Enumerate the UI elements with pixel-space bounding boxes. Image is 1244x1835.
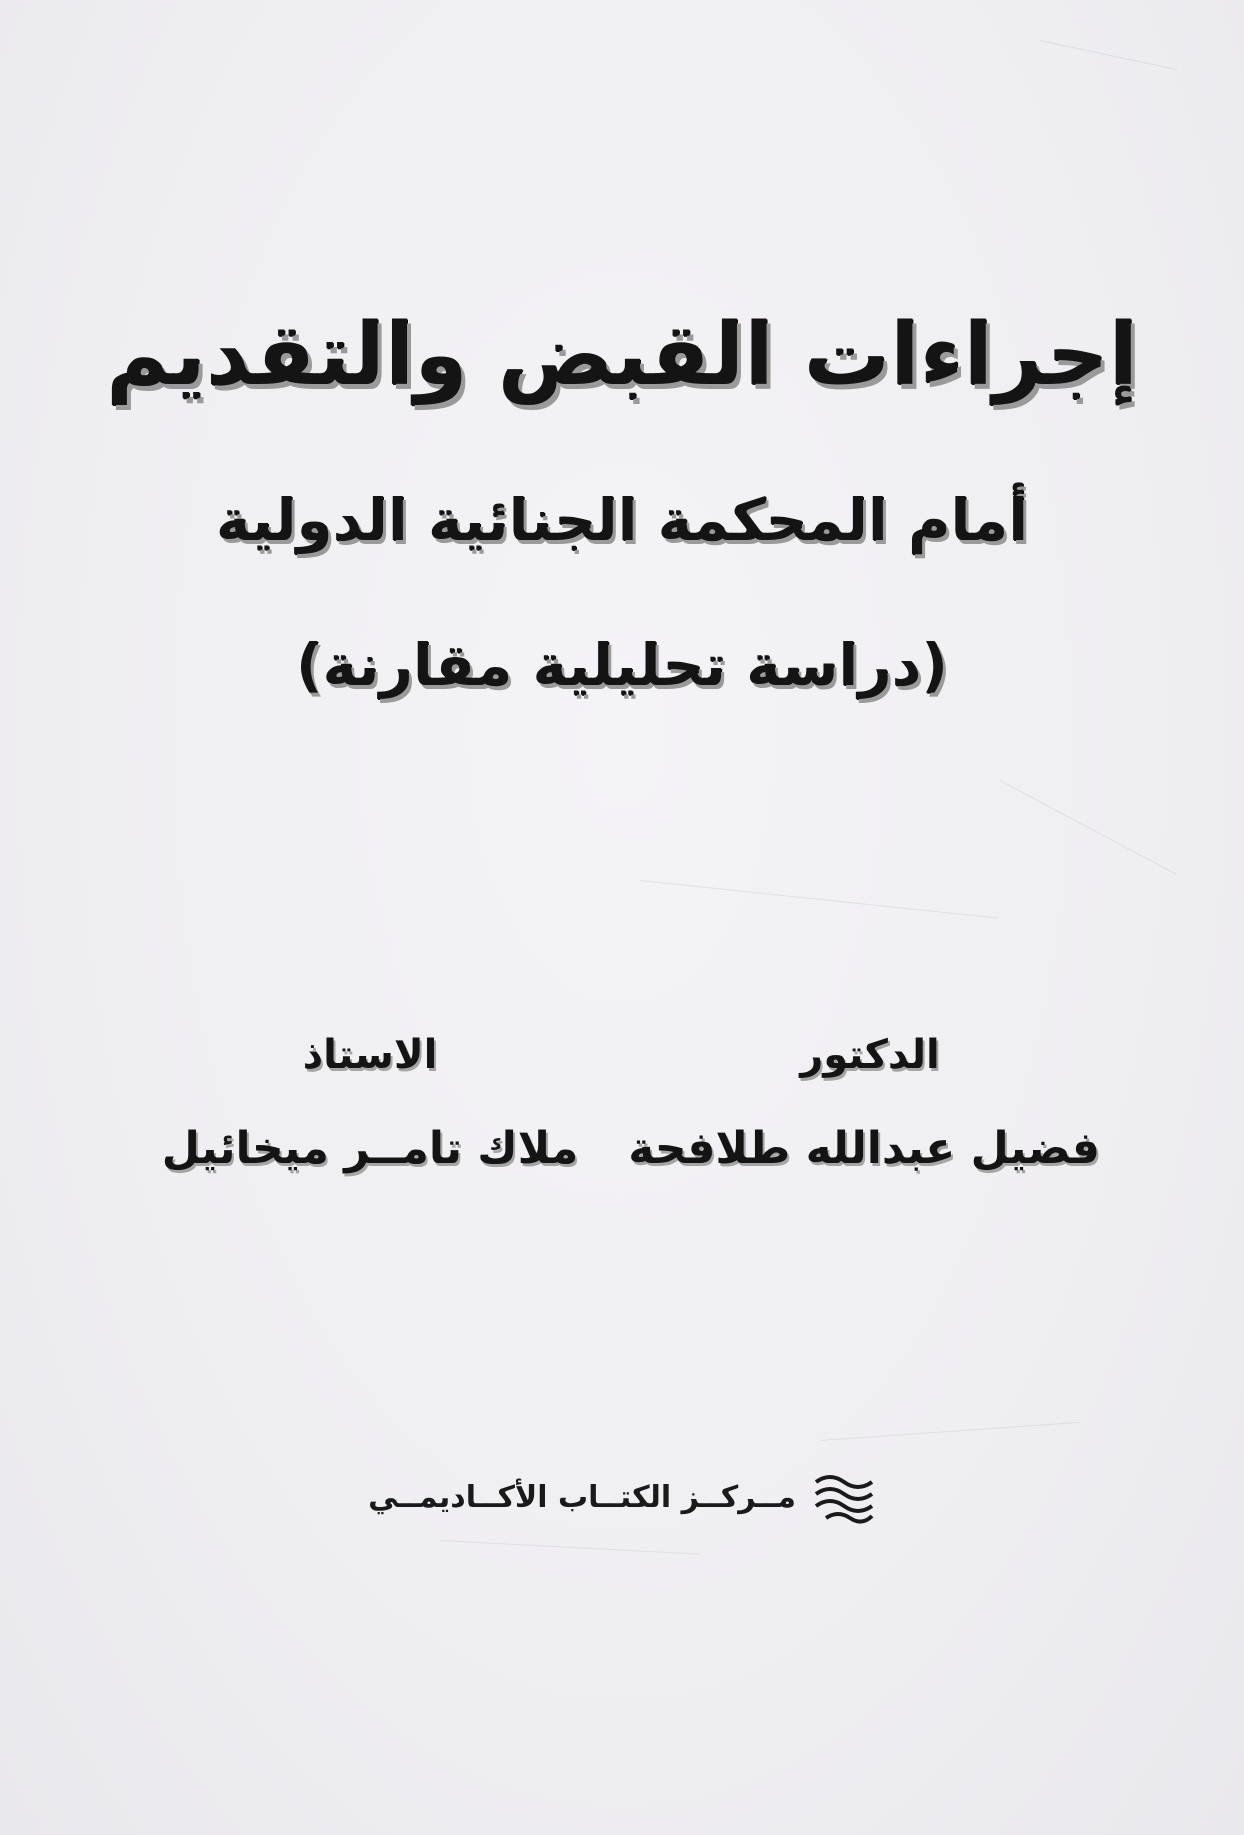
study-type: (دراسة تحليلية مقارنة) [296, 631, 948, 699]
paper-scratch [1040, 40, 1177, 70]
author-2-name: ملاك تامــر ميخائيل [161, 1123, 579, 1174]
paper-scratch [440, 1540, 700, 1555]
author-1-name: فضيل عبدالله طلافحة [628, 1123, 1100, 1174]
book-title: إجراءات القبض والتقديم [106, 305, 1138, 405]
author-1 [628, 1025, 1100, 1181]
publisher-block [0, 1470, 1244, 1526]
book-subtitle: أمام المحكمة الجنائية الدولية [215, 486, 1029, 554]
paper-scratch [820, 1422, 1079, 1441]
wave-lines-logo-icon [812, 1470, 876, 1526]
publisher-name: مــركــز الكتــاب الأكــاديمــي [368, 1480, 796, 1515]
paper-scratch [1000, 780, 1177, 875]
author-2 [150, 1025, 590, 1181]
author-1-role: الدكتور [800, 1032, 940, 1078]
paper-scratch [640, 880, 998, 919]
author-2-role: الاستاذ [302, 1032, 438, 1078]
